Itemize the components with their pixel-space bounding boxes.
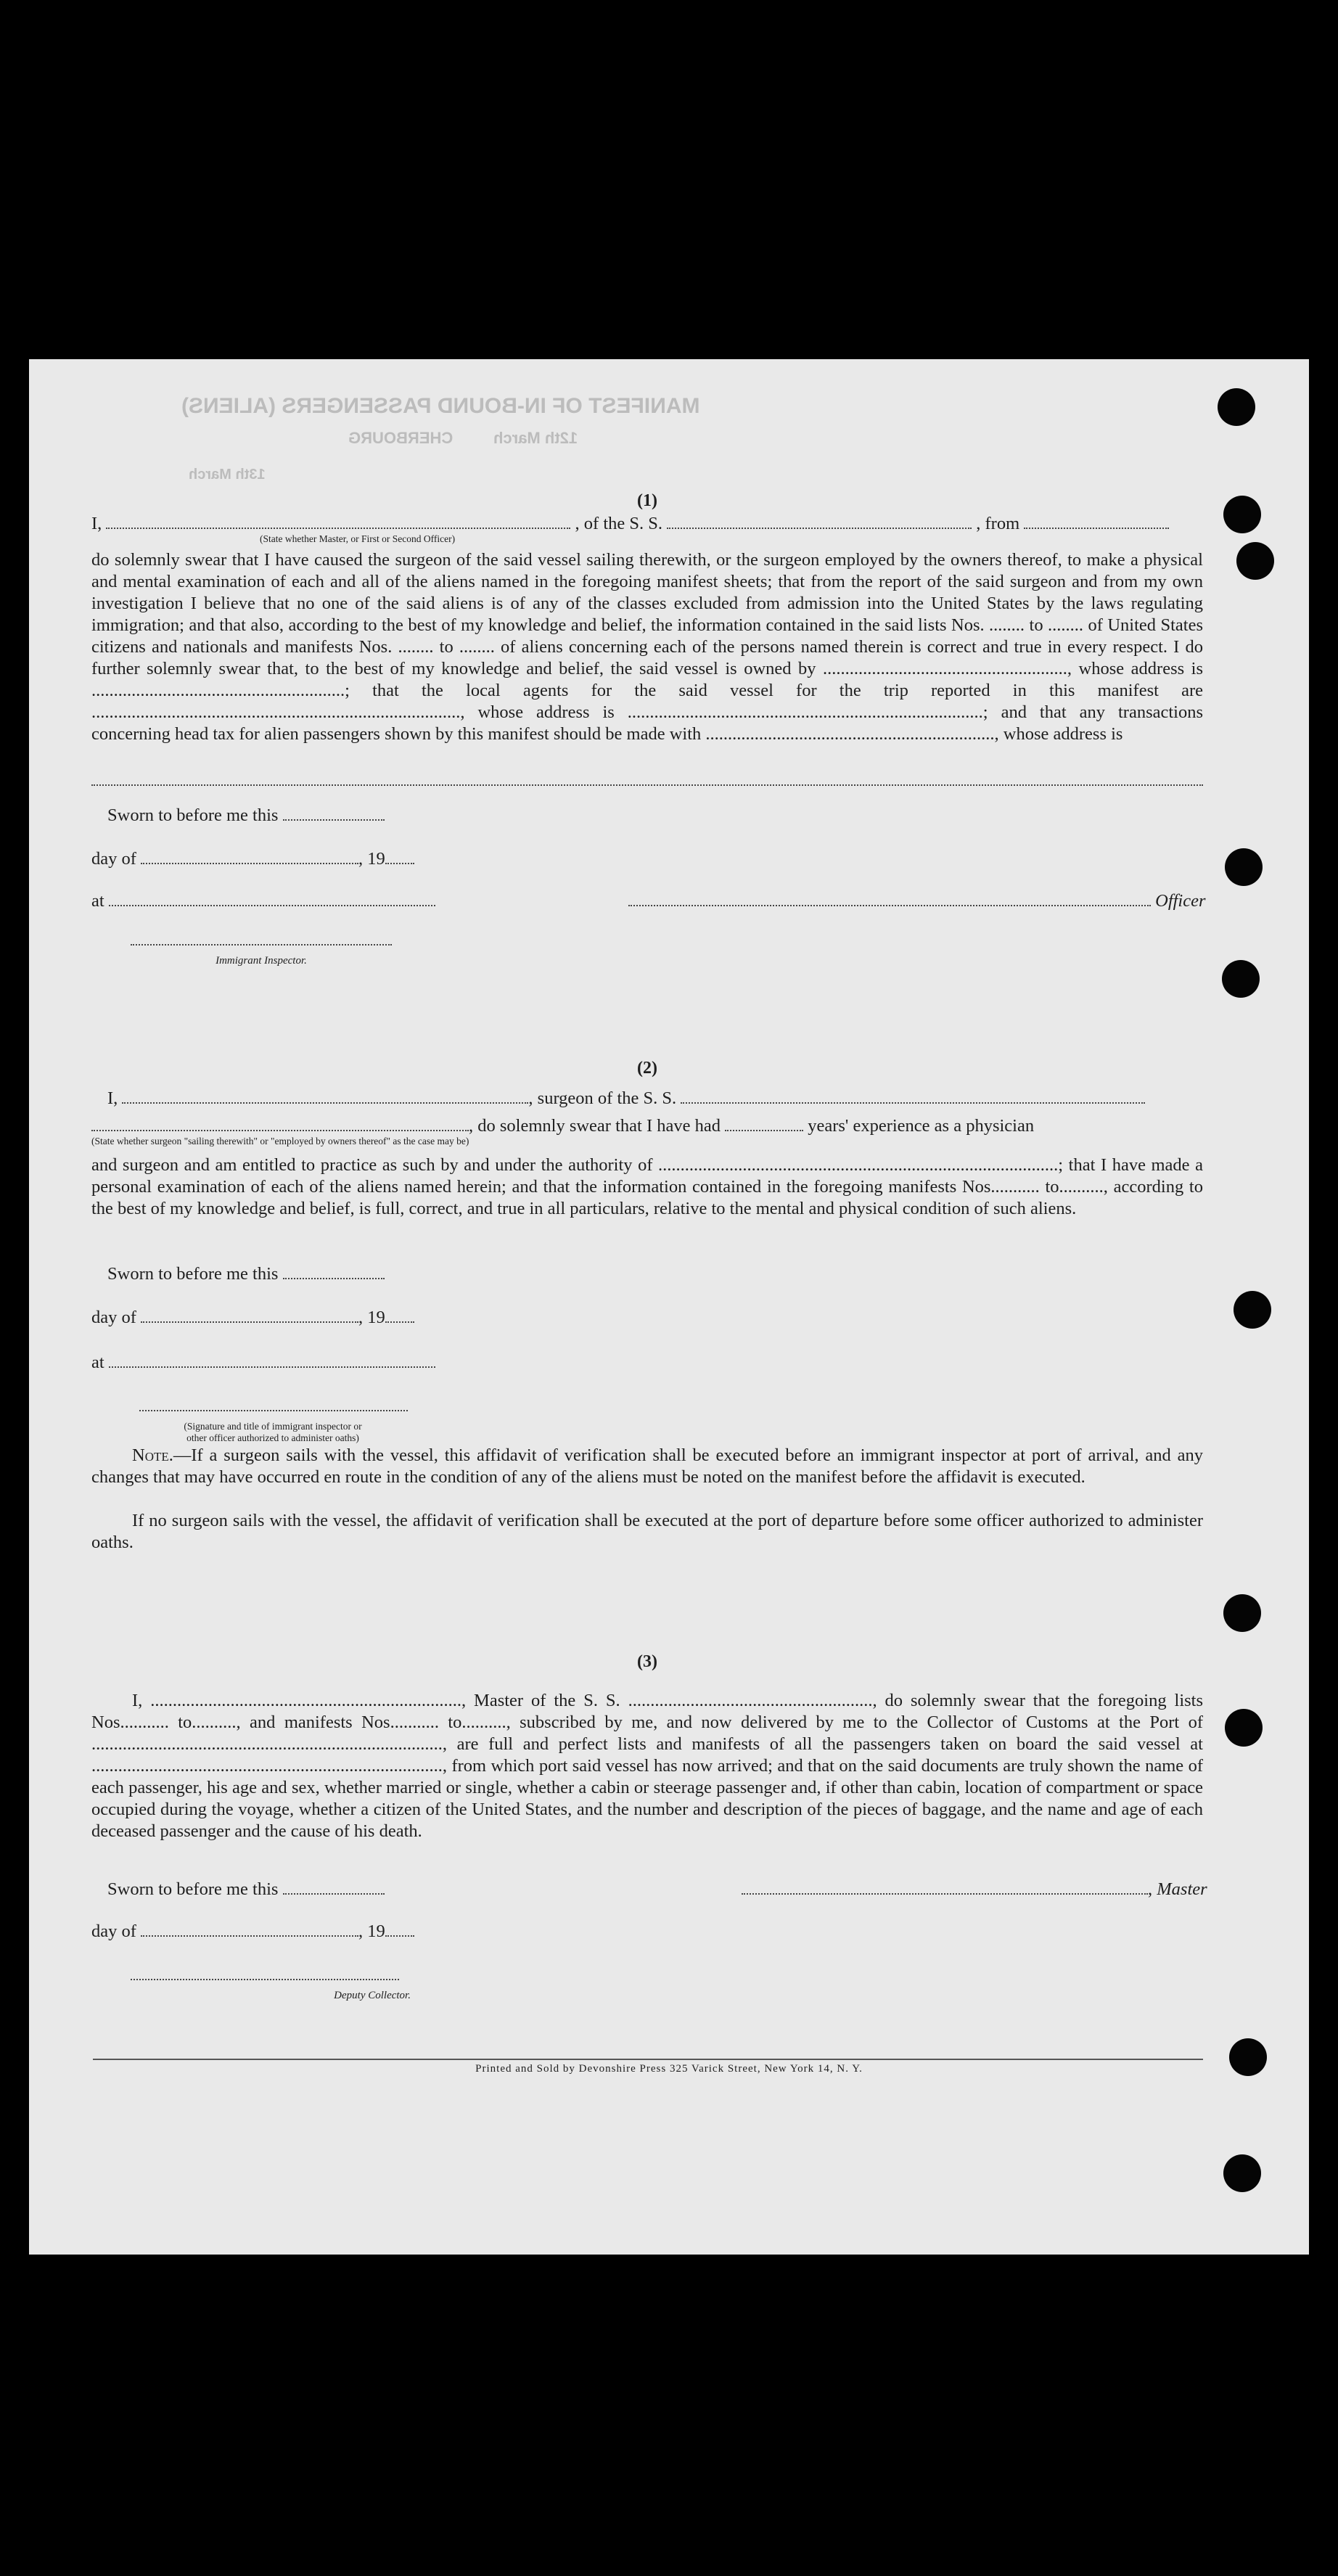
year-field[interactable]	[385, 1922, 414, 1937]
surgeon-vessel-field[interactable]	[681, 1089, 1145, 1104]
surgeon-paragraph: and surgeon and am entitled to practice as such by and under the authority of ..........................................................................................; that I have made a personal examination of each of the aliens named herein; and that the information contained in the foregoing manifests Nos........... to.........., according to the best of my knowledge and belief, is full, correct, and true in all particulars, relative to the mental and physical condition of such aliens.	[91, 1155, 1203, 1218]
vessel-field[interactable]	[667, 514, 972, 529]
section-number: (1)	[637, 491, 657, 510]
years-field[interactable]	[725, 1117, 803, 1131]
surgeon-line: I, , surgeon of the S. S.	[107, 1088, 1203, 1109]
bleed-through-place: CHERBOURG	[348, 429, 453, 447]
officer-caption-b: other officer authorized to administer oaths)	[186, 1432, 359, 1443]
punch-hole	[1236, 542, 1274, 580]
day-line: day of , 19	[91, 1921, 414, 1943]
section-2	[91, 1057, 1203, 1565]
officer-signature-field[interactable]	[628, 892, 1151, 906]
oath-paragraph: do solemnly swear that I have caused the surgeon of the said vessel sailing therewith, or the surgeon employed by the owners thereof, to make a physical and mental examination of each and all of the aliens named in the foregoing manifest sheets; that from the report of the said surgeon and from my own investigation I believe that no one of the said aliens is of any of the classes excluded from admission into the United States by the laws regulating immigration; and that also, according to the best of my knowledge and belief, the information contained in the said lists Nos. ........ to ........ of United States citizens and nationals and manifests Nos. ........ to ........ of aliens concerning each of the persons named therein is correct and true in every respect. I do further solemnly swear that, to the best of my knowledge and belief, the said vessel is owned by ......................................................., whose address is .........................................................; that the local agents for the said vessel for the trip reported in this manifest are ..................................................................................., whose address is ................................................................................; and that any transactions concerning head tax for alien passengers shown by this manifest should be made with ................................................................., whose address is	[91, 550, 1203, 744]
at-field[interactable]	[109, 1353, 435, 1368]
note-paragraph: Note.—If a surgeon sails with the vessel, this affidavit of verification shall be executed before an immigrant inspector at port of arrival, and any changes that may have occurred en route in the condition of any of the aliens must be noted on the manifest before the affidavit is executed.	[91, 1445, 1203, 1487]
day-line: day of , 19	[91, 1307, 414, 1329]
label-ss: , of the S. S.	[575, 514, 663, 533]
surgeon-name-field[interactable]	[122, 1089, 528, 1104]
master-line	[91, 513, 1203, 535]
document-page	[29, 359, 1309, 2255]
inspector-caption: Immigrant Inspector.	[216, 955, 307, 967]
day-field[interactable]	[141, 1922, 358, 1937]
at-line: at	[91, 890, 435, 912]
sworn-line: Sworn to before me this	[107, 805, 385, 826]
day-field[interactable]	[141, 1308, 358, 1323]
punch-hole	[1223, 2154, 1261, 2192]
punch-hole	[1225, 1709, 1263, 1747]
master-paragraph: I, ......................................................................, Master of the S. S. ......................................................., do solemnly swear that the foregoing lists Nos........... to.........., and manifests Nos........... to.........., subscribed by me, and now delivered by me to the Collector of Customs at the Port of ..............................................................................., are full and perfect lists and manifests of all the passengers taken on board the said vessel at ..............................................................................., from which port said vessel has now arrived; and that on the said documents are truly shown the name of each passenger, his age and sex, whether married or single, whether a cabin or steerage passenger and, if other than cabin, location of compartment or space occupied during the voyage, whether a citizen of the United States, and the number and description of the pieces of baggage, and the name and age of each deceased passenger and the cause of his death.	[91, 1691, 1203, 1841]
day-field[interactable]	[141, 850, 358, 864]
deputy-signature-line[interactable]	[131, 1979, 399, 1980]
master-signature-field[interactable]	[742, 1880, 1148, 1895]
at-line: at	[91, 1352, 435, 1374]
officer-caption-a: (Signature and title of immigrant inspector or	[184, 1421, 362, 1432]
punch-hole	[1234, 1291, 1271, 1329]
surgeon-caption: (State whether surgeon "sailing therewith" or "employed by owners thereof" as the case may be)	[91, 1136, 469, 1147]
at-field[interactable]	[109, 892, 435, 906]
officer-signature-line[interactable]	[139, 1410, 408, 1411]
master-caption: (State whether Master, or First or Second Officer)	[260, 533, 456, 544]
punch-hole	[1222, 960, 1260, 998]
printer-credit: Printed and Sold by Devonshire Press 325 Varick Street, New York 14, N. Y.	[475, 2063, 863, 2075]
punch-hole	[1218, 388, 1255, 426]
sworn-line: Sworn to before me this	[107, 1879, 385, 1900]
punch-hole	[1225, 848, 1263, 886]
bleed-through-ref: 13th March	[189, 467, 266, 483]
experience-line: , do solemnly swear that I have had years' experience as a physician	[91, 1115, 1203, 1137]
year-field[interactable]	[385, 1308, 414, 1323]
address-field[interactable]	[91, 771, 1203, 786]
section-3	[91, 1651, 1207, 2001]
from-field[interactable]	[1024, 514, 1169, 529]
officer-line: Officer	[628, 890, 1206, 912]
extra-line	[91, 770, 1203, 792]
label-i: I,	[91, 514, 102, 533]
master-signature-line: , Master	[742, 1879, 1207, 1900]
bleed-through-header: MANIFEST OF IN-BOUND PASSENGERS (ALIENS)	[181, 394, 700, 418]
section-number: (3)	[637, 1652, 657, 1671]
bleed-through-date: 12th March	[493, 429, 578, 447]
sworn-date-field[interactable]	[283, 1265, 385, 1279]
section-number: (2)	[637, 1059, 657, 1078]
day-line: day of , 19	[91, 848, 414, 870]
inspector-signature-line[interactable]	[131, 944, 392, 946]
sworn-date-field[interactable]	[283, 1880, 385, 1895]
deputy-caption: Deputy Collector.	[334, 1990, 411, 2001]
surgeon-status-field[interactable]	[91, 1117, 469, 1131]
sworn-line: Sworn to before me this	[107, 1263, 385, 1285]
label-from: , from	[976, 514, 1020, 533]
punch-hole	[1223, 496, 1261, 533]
footer-rule	[93, 2059, 1203, 2060]
sworn-date-field[interactable]	[283, 806, 385, 821]
year-field[interactable]	[385, 850, 414, 864]
name-field[interactable]	[106, 514, 570, 529]
punch-hole	[1223, 1594, 1261, 1632]
note-paragraph-2: If no surgeon sails with the vessel, the affidavit of verification shall be executed at the port of departure before some officer authorized to administer oaths.	[91, 1511, 1203, 1552]
